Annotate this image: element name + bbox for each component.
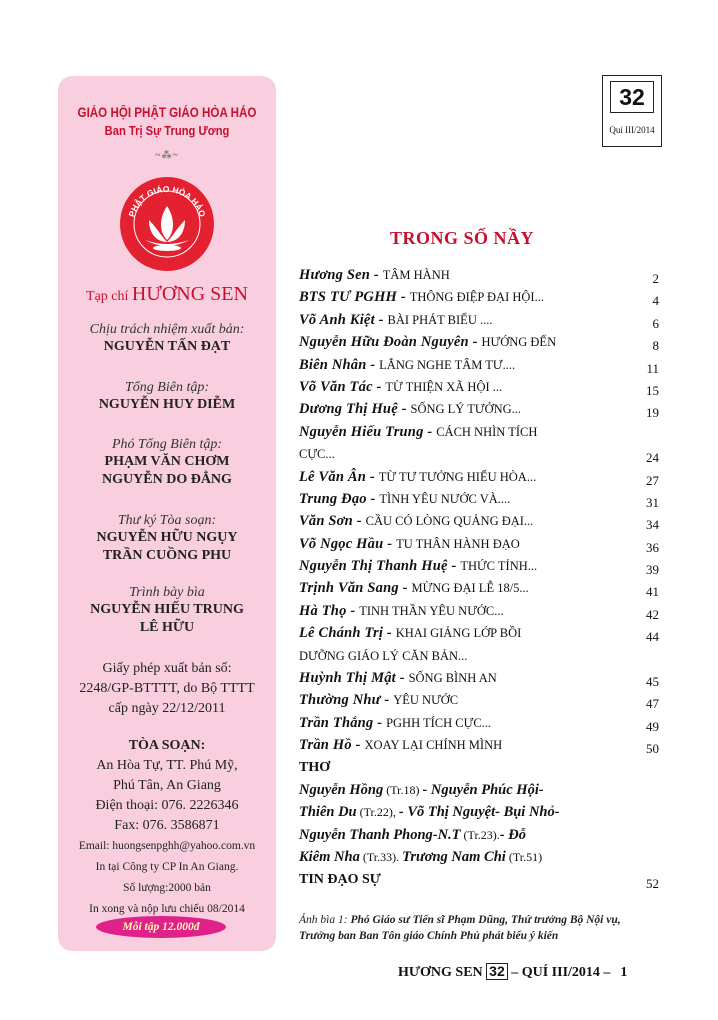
- price-badge: Mỗi tập 12.000đ: [96, 916, 226, 938]
- toc-entry: [299, 689, 669, 711]
- toc-page-number: 31: [646, 494, 659, 510]
- toc-entry: [299, 286, 669, 308]
- staff-editor-in-chief: Tổng Biên tập: NGUYỄN HUY DIỄM: [98, 380, 236, 412]
- toc-page-number: 27: [646, 472, 659, 488]
- toc-entry: [299, 510, 669, 532]
- toc-entry: [299, 600, 669, 622]
- toc-author: Lê Chánh Trị -: [299, 625, 396, 642]
- toc-author: Nguyễn Hữu Đoàn Nguyên -: [299, 334, 482, 351]
- poetry-heading: THƠ: [299, 759, 331, 775]
- toc-page-number: 24: [646, 450, 659, 466]
- toc-article-title: TÂM HÀNH: [382, 268, 450, 282]
- table-of-contents: [299, 264, 669, 891]
- toc-author: Văn Sơn -: [299, 513, 366, 530]
- toc-article-title: CÁCH NHÌN TÍCH: [436, 424, 538, 439]
- toc-author: Trung Đạo -: [299, 490, 380, 507]
- toc-article-title: MỪNG ĐẠI LỄ 18/5...: [411, 581, 529, 596]
- toc-article-title: BÀI PHÁT BIỂU ....: [387, 312, 493, 327]
- toc-article-title: THÔNG ĐIỆP ĐẠI HỘI...: [409, 290, 544, 305]
- editorial-office: TÒA SOẠN: An Hòa Tự, TT. Phú Mỹ, Phú Tân, An Giang Điện thoại: 076. 2226346 Fax: 076. 3586871: [95, 738, 239, 833]
- toc-article-title: KHAI GIẢNG LỚP BỒI: [395, 626, 522, 641]
- publishing-permit: Giấy phép xuất bản số: 2248/GP-BTTTT, do Bộ TTTT cấp ngày 22/12/2011: [79, 661, 255, 716]
- toc-author: Võ Ngọc Hầu -: [299, 535, 397, 552]
- toc-article-title: YÊU NƯỚC: [393, 693, 459, 708]
- toc-entry: [299, 421, 669, 443]
- staff-cover-design: Trình bày bìa NGUYỄN HIẾU TRUNG LÊ HỮU: [90, 585, 244, 635]
- toc-article-title: HƯỚNG ĐẾN: [481, 335, 557, 350]
- staff-publisher: Chịu trách nhiệm xuất bản: NGUYỄN TẤN ĐẠT: [89, 322, 245, 354]
- toc-entry: [299, 398, 669, 420]
- issue-number: 32: [610, 81, 654, 113]
- toc-author: Võ Văn Tác -: [299, 378, 386, 395]
- toc-page-number: 49: [646, 718, 659, 734]
- issue-quarter: Quí III/2014: [609, 125, 655, 135]
- organization-name: [73, 104, 260, 140]
- toc-page-number: 47: [646, 696, 659, 712]
- staff-secretary: Thư ký Tòa soạn: NGUYỄN HỮU NGỤY TRẦN CUỒNG PHU: [96, 513, 238, 563]
- org-line-1: GIÁO HỘI PHẬT GIÁO HÒA HẢO: [77, 105, 257, 120]
- toc-page-number: 8: [652, 338, 659, 354]
- toc-author: Trần Thắng -: [299, 714, 387, 731]
- print-info: Email: huongsenpghh@yahoo.com.vn In tại Công ty CP In An Giang. Số lượng:2000 bản In xong và nộp lưu chiểu 08/2014: [78, 840, 256, 915]
- toc-page-number: 42: [646, 606, 659, 622]
- toc-page-number: 2: [652, 271, 659, 286]
- toc-page-number: 36: [646, 539, 659, 555]
- toc-page-number: 15: [646, 382, 659, 398]
- toc-article-title: TÌNH YÊU NƯỚC VÀ....: [379, 491, 511, 506]
- toc-entry: [299, 488, 669, 510]
- toc-article-title: SỐNG LÝ TƯỞNG...: [410, 402, 522, 417]
- toc-article-title: THỨC TỈNH...: [460, 559, 538, 574]
- toc-author: BTS TƯ PGHH -: [299, 289, 410, 306]
- toc-entry: [299, 309, 669, 331]
- page-number: 1: [620, 965, 628, 980]
- toc-title: TRONG SỐ NẦY: [390, 228, 535, 248]
- toc-entry: [299, 354, 669, 376]
- toc-page-number: 34: [646, 517, 659, 533]
- toc-page-number: 19: [646, 405, 659, 421]
- toc-author: Hà Thọ -: [299, 602, 360, 619]
- toc-author: Trần Hồ -: [299, 737, 365, 754]
- toc-author: Nguyễn Hiếu Trung -: [299, 423, 437, 440]
- toc-article-title: DƯỠNG GIÁO LÝ CĂN BẢN...: [299, 648, 468, 663]
- toc-author: Hương Sen -: [299, 267, 383, 283]
- toc-entry: [299, 734, 669, 756]
- toc-article-title: LẮNG NGHE TÂM TƯ....: [379, 357, 516, 372]
- news-row: [299, 869, 669, 891]
- toc-entry: [299, 667, 669, 689]
- toc-author: Nguyễn Thị Thanh Huệ -: [299, 558, 461, 575]
- toc-page-number: 41: [646, 584, 659, 600]
- toc-entry: [299, 264, 669, 286]
- toc-article-title: SỐNG BÌNH AN: [408, 671, 497, 686]
- toc-entry: [299, 533, 669, 555]
- hoa-hao-lotus-logo-icon: [119, 176, 215, 272]
- toc-article-title: XOAY LẠI CHÍNH MÌNH: [364, 738, 503, 753]
- toc-article-title: CỰC...: [299, 447, 335, 462]
- toc-article-title: CẦU CÓ LÒNG QUẢNG ĐẠI...: [365, 514, 534, 529]
- toc-author: Dương Thị Huệ -: [299, 401, 411, 418]
- toc-author: Lê Văn Ân -: [299, 468, 379, 485]
- toc-author: Thường Như -: [299, 692, 394, 709]
- toc-entry: [299, 466, 669, 488]
- news-page: 52: [646, 875, 659, 891]
- page-footer: HƯƠNG SEN 32 – QUÍ III/2014 – 1: [398, 963, 628, 980]
- cover-photo-caption: Ảnh bìa 1: Phó Giáo sư Tiến sĩ Phạm Dũng, Thứ trưởng Bộ Nội vụ, Trưởng ban Ban Tôn giáo Chính Phủ phát biểu ý kiến: [299, 914, 621, 942]
- toc-entry: [299, 443, 669, 465]
- news-heading: TIN ĐẠO SỰ: [299, 871, 381, 887]
- toc-entry: [299, 622, 669, 644]
- toc-entry: [299, 376, 669, 398]
- toc-article-title: TỪ TƯ TƯỞNG HIẾU HÒA...: [378, 469, 537, 484]
- toc-page-number: 6: [652, 315, 659, 331]
- toc-article-title: PGHH TÍCH CỰC...: [386, 715, 492, 730]
- magazine-name: Tạp chí HƯƠNG SEN: [86, 283, 248, 305]
- toc-entry: [299, 555, 669, 577]
- toc-page-number: 4: [652, 293, 659, 309]
- svg-text:PHẬT GIÁO HÒA HẢO: PHẬT GIÁO HÒA HẢO: [126, 183, 208, 219]
- ornament-divider-icon: ~⁂~: [155, 150, 179, 161]
- toc-author: Biên Nhân -: [299, 356, 380, 373]
- toc-entry: [299, 331, 669, 353]
- issue-number-box: [602, 75, 662, 147]
- toc-article-title: TU THÂN HÀNH ĐẠO: [396, 536, 520, 551]
- toc-page-number: 45: [646, 674, 659, 690]
- org-line-2: Ban Trị Sự Trung Ương: [104, 123, 230, 138]
- toc-entry: [299, 712, 669, 734]
- toc-article-title: TỪ THIỆN XÃ HỘI ...: [385, 379, 503, 394]
- toc-author: Huỳnh Thị Mật -: [299, 670, 409, 687]
- poetry-list: Nguyễn Hồng (Tr.18) - Nguyễn Phúc Hội- Thiên Du (Tr.22), - Võ Thị Nguyệt- Bụi Nhỏ- Nguyễn Thanh Phong-N.T (Tr.23).- Đỗ Kiêm Nha (Tr.33). Trương Nam Chi (Tr.51): [299, 781, 560, 866]
- toc-page-number: 50: [646, 741, 659, 757]
- toc-entry: [299, 645, 669, 667]
- toc-page-number: 44: [646, 629, 659, 645]
- staff-deputy-editors: Phó Tổng Biên tập: PHẠM VĂN CHƠM NGUYỄN DO ĐẲNG: [102, 437, 232, 487]
- masthead-sidebar: [58, 76, 276, 951]
- toc-page-number: 39: [646, 562, 659, 578]
- toc-article-title: TINH THẦN YÊU NƯỚC...: [359, 603, 504, 618]
- toc-page-number: 11: [646, 360, 659, 376]
- toc-author: Võ Anh Kiệt -: [299, 311, 388, 328]
- toc-author: Trịnh Văn Sang -: [299, 580, 412, 597]
- toc-entry: [299, 577, 669, 599]
